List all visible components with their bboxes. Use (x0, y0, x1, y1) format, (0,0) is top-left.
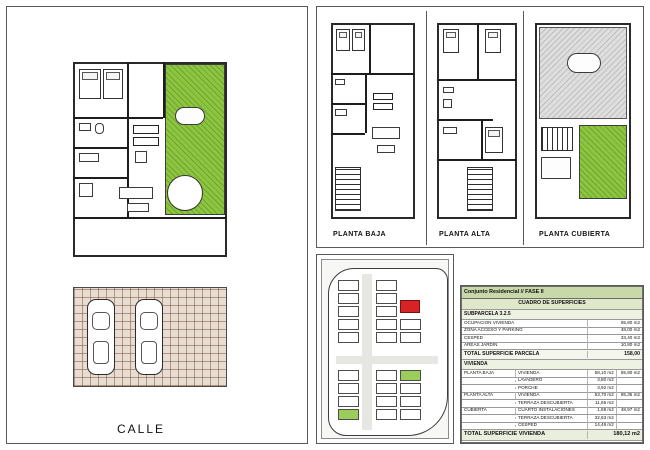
row-total (617, 387, 642, 389)
site-lot-highlighted (400, 300, 420, 313)
table-row (462, 335, 642, 343)
kitchen-counter (133, 137, 159, 146)
vivienda-title: VIVIENDA (464, 361, 488, 367)
bed-furniture (79, 69, 101, 99)
table-row (462, 400, 642, 408)
bathtub-fixture (443, 127, 457, 134)
subparcela-title: SUBPARCELA 3.2.5 (464, 311, 511, 317)
site-lot (338, 332, 359, 343)
row-value: 1,88 m2 (588, 407, 617, 414)
staircase (467, 167, 493, 211)
partition-wall (73, 117, 163, 119)
partition-wall (437, 119, 493, 121)
bathtub-fixture (335, 109, 347, 116)
planta-alta-label: PLANTA ALTA (439, 231, 491, 238)
street-label: CALLE (117, 422, 166, 436)
row-value: 53,70 m2 (588, 392, 617, 399)
table-title: Conjunto Residencial // FASE II (464, 288, 544, 295)
site-lot (376, 396, 397, 407)
total-label: TOTAL SUPERFICIE PARCELA (462, 351, 588, 358)
row-total (617, 402, 642, 404)
row-value: 11,65 m2 (588, 400, 617, 407)
partition-wall (127, 62, 129, 118)
row-value: 14,46 m2 (588, 422, 617, 429)
row-label: CESPED (462, 335, 588, 342)
sink-fixture (335, 79, 345, 85)
row-value: 33,40 m2 (620, 334, 640, 340)
site-lot (376, 383, 397, 394)
roof-stair (541, 127, 573, 151)
surface-table-body (461, 286, 643, 443)
row-label: AREAS JARDIN (462, 342, 588, 349)
row-floor (462, 417, 516, 419)
row-label: ZONA ACCESO Y PARKING (462, 327, 588, 334)
sofa-furniture (119, 187, 153, 199)
car-symbol (87, 299, 115, 375)
row-floor: CUBIERTA (462, 407, 516, 414)
floor-plans-row (316, 6, 644, 248)
bed-furniture (485, 127, 503, 153)
surface-area-table (460, 285, 644, 444)
vivienda-total-row (462, 430, 642, 441)
row-floor (462, 425, 516, 427)
table-row (462, 370, 642, 378)
ground-floor-with-parking-plan (6, 6, 308, 444)
panel-divider (426, 11, 427, 245)
installations-room (541, 157, 571, 179)
subparcela-total-row (462, 350, 642, 360)
appliance (135, 151, 147, 163)
site-lot-green (400, 370, 421, 381)
site-lot (400, 383, 421, 394)
table-row (462, 423, 642, 431)
site-lot (338, 280, 359, 291)
site-lot (338, 293, 359, 304)
roof-terrace-area (539, 27, 627, 119)
total-label: TOTAL SUPERFICIE VIVIENDA (462, 431, 588, 439)
table-row (462, 415, 642, 423)
partition-wall (437, 79, 517, 81)
row-label: OCUPACION VIVIENDA (462, 320, 588, 327)
bed-furniture (352, 29, 365, 51)
sink-fixture (79, 123, 91, 131)
table-row (462, 343, 642, 351)
site-lot (376, 370, 397, 381)
row-total (617, 425, 642, 427)
site-lot (338, 396, 359, 407)
row-label: CESPED (516, 422, 588, 429)
shower-fixture (443, 99, 452, 108)
row-floor (462, 402, 516, 404)
subparcela-title-row (462, 310, 642, 320)
site-lot (376, 293, 397, 304)
car-symbol (135, 299, 163, 375)
total-value: 158,00 (624, 350, 640, 357)
partition-wall (369, 23, 371, 73)
site-lot (400, 396, 421, 407)
total-value: 180,12 m2 (613, 431, 640, 438)
kitchen-counter (373, 93, 393, 100)
row-value: 32,63 m2 (588, 415, 617, 422)
row-value: 58,10 m2 (588, 370, 617, 377)
partition-wall (437, 159, 517, 161)
bed-furniture (103, 69, 123, 99)
table-row (462, 385, 642, 393)
row-floor: PLANTA BAJA (462, 370, 516, 377)
row-total: 65,35 m2 (620, 392, 640, 398)
row-label: LAVADERO (516, 377, 588, 384)
partition-wall (481, 119, 483, 161)
site-plan (316, 254, 454, 444)
site-lot (376, 332, 397, 343)
table-title-row (462, 287, 642, 299)
site-lot (400, 332, 421, 343)
site-lot (400, 319, 421, 330)
row-value: 48,00 m2 (620, 327, 640, 333)
site-lot (400, 409, 421, 420)
coffee-table (377, 145, 395, 153)
site-lot (338, 383, 359, 394)
row-label: VIVIENDA (516, 392, 588, 399)
roof-table (567, 53, 601, 73)
row-label: CUARTO INSTALACIONES (516, 407, 588, 414)
sofa-furniture (372, 127, 400, 139)
site-lot (338, 306, 359, 317)
sink-fixture (443, 87, 454, 93)
row-label: TERRAZA DESCUBIERTA (516, 400, 588, 407)
table-row (462, 378, 642, 386)
partition-wall (331, 133, 365, 135)
row-total: 48,97 m2 (620, 407, 640, 413)
bed-furniture (336, 29, 350, 51)
row-label: TERRAZA DESCUBIERTA (516, 415, 588, 422)
row-floor: PLANTA ALTA (462, 392, 516, 399)
row-value: 3,80 m2 (588, 377, 617, 384)
site-lot (376, 280, 397, 291)
row-total (617, 380, 642, 382)
site-lot-green (338, 409, 359, 420)
bathtub-fixture (79, 153, 99, 162)
site-road (336, 356, 438, 364)
row-total: 65,80 m2 (620, 369, 640, 375)
table-row (462, 393, 642, 401)
staircase (335, 167, 361, 211)
toilet-fixture (95, 123, 104, 134)
table-row (462, 408, 642, 416)
table-header: CUADRO DE SUPERFICIES (518, 300, 586, 307)
dining-table-outdoor (175, 107, 205, 125)
row-total (617, 417, 642, 419)
shower-fixture (79, 183, 93, 197)
row-label: PORCHE (516, 385, 588, 392)
row-floor (462, 380, 516, 382)
site-plan-canvas (321, 259, 449, 439)
parasol-circle (167, 175, 203, 211)
site-lot (376, 409, 397, 420)
site-lot (376, 306, 397, 317)
partition-wall (365, 73, 367, 133)
kitchen-counter (133, 125, 159, 134)
row-value: 65,80 m2 (620, 319, 640, 325)
bed-furniture (443, 29, 459, 53)
panel-divider (523, 11, 524, 245)
vivienda-title-row (462, 360, 642, 370)
site-lot (376, 319, 397, 330)
partition-wall (73, 147, 129, 149)
coffee-table (127, 203, 149, 212)
planta-baja-label: PLANTA BAJA (333, 231, 387, 238)
row-value: 10,80 m2 (620, 342, 640, 348)
kitchen-counter (373, 103, 393, 110)
bed-furniture (485, 29, 501, 53)
row-floor (462, 387, 516, 389)
table-row (462, 320, 642, 328)
partition-wall (73, 217, 227, 219)
roof-garden-area (579, 125, 627, 199)
table-row (462, 328, 642, 336)
partition-wall (127, 117, 129, 217)
row-label: VIVIENDA (516, 370, 588, 377)
table-header-row (462, 299, 642, 310)
row-value: 3,92 m2 (588, 385, 617, 392)
partition-wall (73, 177, 129, 179)
site-road (362, 274, 372, 430)
partition-wall (477, 23, 479, 79)
planta-cubierta-label: PLANTA CUBIERTA (539, 231, 611, 238)
site-lot (338, 370, 359, 381)
partition-wall (331, 103, 365, 105)
site-lot (338, 319, 359, 330)
partition-wall (331, 73, 415, 75)
